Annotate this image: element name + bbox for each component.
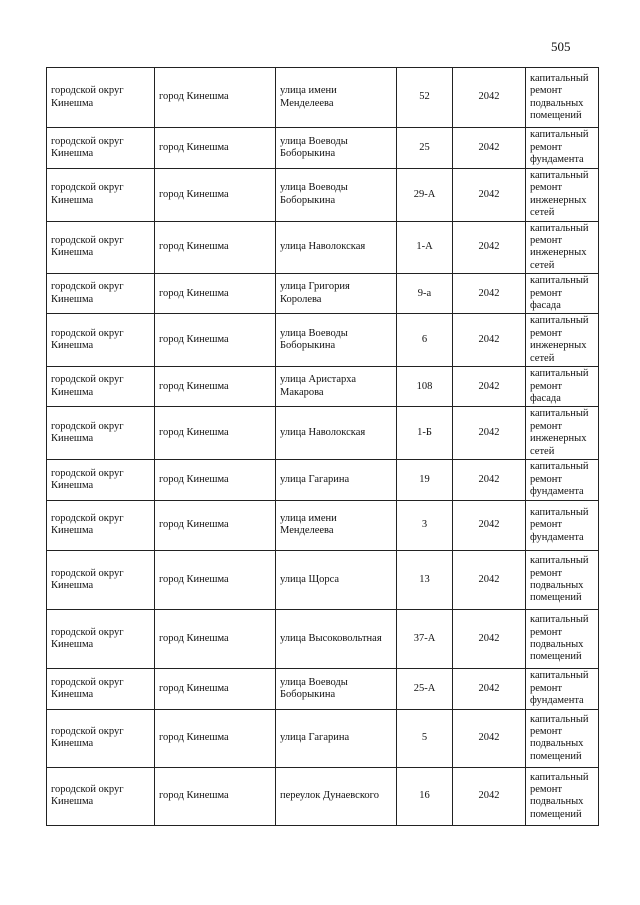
house-number-cell: 29-А xyxy=(397,169,453,222)
work-type-cell: капитальный ремонт инженерных сетей xyxy=(526,221,599,274)
table-row xyxy=(47,274,599,314)
work-type-cell: капитальный ремонт подвальных помещений xyxy=(526,68,599,128)
year-cell: 2042 xyxy=(453,407,526,460)
work-type-cell: капитальный ремонт фундамента xyxy=(526,500,599,550)
house-number-cell: 1-Б xyxy=(397,407,453,460)
year-cell: 2042 xyxy=(453,221,526,274)
district-cell: городской округ Кинешма xyxy=(47,314,155,367)
city-cell: город Кинешма xyxy=(155,221,276,274)
city-cell: город Кинешма xyxy=(155,668,276,709)
street-cell: улица Наволокская xyxy=(276,221,397,274)
street-cell: переулок Дунаевского xyxy=(276,767,397,825)
city-cell: город Кинешма xyxy=(155,550,276,609)
district-cell: городской округ Кинешма xyxy=(47,169,155,222)
year-cell: 2042 xyxy=(453,128,526,169)
work-type-cell: капитальный ремонт инженерных сетей xyxy=(526,314,599,367)
work-type-cell: капитальный ремонт подвальных помещений xyxy=(526,550,599,609)
street-cell: улица Гагарина xyxy=(276,459,397,500)
work-type-cell: капитальный ремонт подвальных помещений xyxy=(526,767,599,825)
house-number-cell: 1-А xyxy=(397,221,453,274)
house-number-cell: 5 xyxy=(397,709,453,767)
city-cell: город Кинешма xyxy=(155,500,276,550)
table-row xyxy=(47,68,599,128)
table-body xyxy=(47,68,599,826)
year-cell: 2042 xyxy=(453,169,526,222)
district-cell: городской округ Кинешма xyxy=(47,221,155,274)
street-cell: улица Григория Королева xyxy=(276,274,397,314)
city-cell: город Кинешма xyxy=(155,459,276,500)
year-cell: 2042 xyxy=(453,459,526,500)
year-cell: 2042 xyxy=(453,767,526,825)
district-cell: городской округ Кинешма xyxy=(47,767,155,825)
house-number-cell: 108 xyxy=(397,367,453,407)
work-type-cell: капитальный ремонт инженерных сетей xyxy=(526,169,599,222)
house-number-cell: 13 xyxy=(397,550,453,609)
year-cell: 2042 xyxy=(453,68,526,128)
work-type-cell: капитальный ремонт подвальных помещений xyxy=(526,709,599,767)
city-cell: город Кинешма xyxy=(155,407,276,460)
street-cell: улица Наволокская xyxy=(276,407,397,460)
district-cell: городской округ Кинешма xyxy=(47,68,155,128)
repair-schedule-table xyxy=(46,67,599,826)
street-cell: улица Аристарха Макарова xyxy=(276,367,397,407)
year-cell: 2042 xyxy=(453,500,526,550)
house-number-cell: 37-А xyxy=(397,609,453,668)
district-cell: городской округ Кинешма xyxy=(47,709,155,767)
table-row xyxy=(47,709,599,767)
street-cell: улица Воеводы Боборыкина xyxy=(276,314,397,367)
house-number-cell: 9-а xyxy=(397,274,453,314)
district-cell: городской округ Кинешма xyxy=(47,367,155,407)
district-cell: городской округ Кинешма xyxy=(47,407,155,460)
work-type-cell: капитальный ремонт подвальных помещений xyxy=(526,609,599,668)
house-number-cell: 6 xyxy=(397,314,453,367)
city-cell: город Кинешма xyxy=(155,767,276,825)
district-cell: городской округ Кинешма xyxy=(47,609,155,668)
district-cell: городской округ Кинешма xyxy=(47,459,155,500)
district-cell: городской округ Кинешма xyxy=(47,274,155,314)
street-cell: улица имени Менделеева xyxy=(276,500,397,550)
street-cell: улица имени Менделеева xyxy=(276,68,397,128)
house-number-cell: 52 xyxy=(397,68,453,128)
table-row xyxy=(47,767,599,825)
street-cell: улица Воеводы Боборыкина xyxy=(276,169,397,222)
year-cell: 2042 xyxy=(453,709,526,767)
street-cell: улица Высоковольтная xyxy=(276,609,397,668)
street-cell: улица Воеводы Боборыкина xyxy=(276,128,397,169)
district-cell: городской округ Кинешма xyxy=(47,668,155,709)
table-row xyxy=(47,668,599,709)
table-row xyxy=(47,550,599,609)
year-cell: 2042 xyxy=(453,367,526,407)
house-number-cell: 19 xyxy=(397,459,453,500)
street-cell: улица Воеводы Боборыкина xyxy=(276,668,397,709)
work-type-cell: капитальный ремонт фундамента xyxy=(526,668,599,709)
year-cell: 2042 xyxy=(453,274,526,314)
table-row xyxy=(47,314,599,367)
house-number-cell: 16 xyxy=(397,767,453,825)
table-row xyxy=(47,609,599,668)
year-cell: 2042 xyxy=(453,609,526,668)
table-row xyxy=(47,221,599,274)
work-type-cell: капитальный ремонт фасада xyxy=(526,367,599,407)
table-row xyxy=(47,367,599,407)
city-cell: город Кинешма xyxy=(155,314,276,367)
work-type-cell: капитальный ремонт фундамента xyxy=(526,459,599,500)
house-number-cell: 25-А xyxy=(397,668,453,709)
work-type-cell: капитальный ремонт фундамента xyxy=(526,128,599,169)
city-cell: город Кинешма xyxy=(155,128,276,169)
city-cell: город Кинешма xyxy=(155,274,276,314)
year-cell: 2042 xyxy=(453,668,526,709)
city-cell: город Кинешма xyxy=(155,609,276,668)
city-cell: город Кинешма xyxy=(155,709,276,767)
work-type-cell: капитальный ремонт фасада xyxy=(526,274,599,314)
city-cell: город Кинешма xyxy=(155,367,276,407)
table-row xyxy=(47,128,599,169)
work-type-cell: капитальный ремонт инженерных сетей xyxy=(526,407,599,460)
district-cell: городской округ Кинешма xyxy=(47,500,155,550)
street-cell: улица Щорса xyxy=(276,550,397,609)
house-number-cell: 3 xyxy=(397,500,453,550)
table-row xyxy=(47,459,599,500)
city-cell: город Кинешма xyxy=(155,169,276,222)
table-row xyxy=(47,500,599,550)
year-cell: 2042 xyxy=(453,314,526,367)
street-cell: улица Гагарина xyxy=(276,709,397,767)
table-row xyxy=(47,407,599,460)
page-number: 505 xyxy=(551,39,571,54)
city-cell: город Кинешма xyxy=(155,68,276,128)
year-cell: 2042 xyxy=(453,550,526,609)
district-cell: городской округ Кинешма xyxy=(47,550,155,609)
table-row xyxy=(47,169,599,222)
house-number-cell: 25 xyxy=(397,128,453,169)
district-cell: городской округ Кинешма xyxy=(47,128,155,169)
